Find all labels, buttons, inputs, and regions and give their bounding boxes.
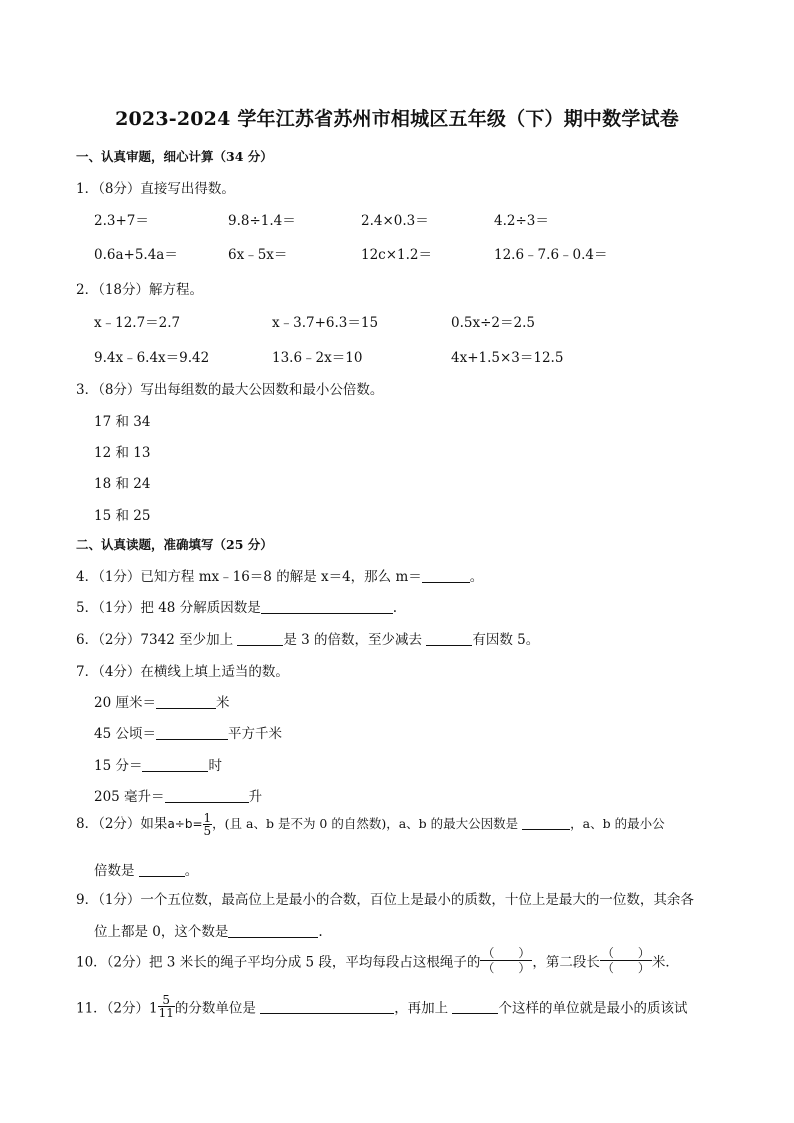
q11-text: 11．（2分）1 bbox=[76, 1000, 158, 1017]
question-4 bbox=[76, 565, 483, 585]
question-10 bbox=[76, 946, 679, 975]
question-2-label: 2．（18分）解方程。 bbox=[76, 282, 204, 298]
question-11 bbox=[76, 994, 687, 1019]
answer-blank[interactable] bbox=[156, 726, 228, 740]
q9-text-line2: 位上都是 0，这个数是 bbox=[94, 924, 229, 940]
q3-number-pair: 17 和 34 bbox=[94, 414, 151, 430]
question-7-label: 7．（4分）在横线上填上适当的数。 bbox=[76, 664, 289, 680]
q8-fraction bbox=[203, 812, 213, 837]
answer-blank[interactable] bbox=[156, 695, 216, 709]
q10-fraction-blank[interactable] bbox=[600, 946, 652, 975]
q8-expression: a÷b= bbox=[167, 817, 203, 831]
q11-mixed-fraction bbox=[158, 994, 175, 1019]
q2-equation: 13.6﹣2x＝10 bbox=[272, 350, 363, 366]
q8-text-line2: 倍数是 bbox=[94, 863, 139, 879]
q10-text-end: 米． bbox=[651, 954, 679, 971]
q2-equation: x﹣3.7+6.3＝15 bbox=[272, 315, 379, 331]
q7-item-unit: 米 bbox=[215, 695, 230, 711]
answer-blank[interactable] bbox=[522, 816, 570, 830]
answer-blank[interactable] bbox=[260, 1000, 394, 1014]
fraction-denominator-blank[interactable]: （ ） bbox=[601, 961, 650, 975]
q3-number-pair: 18 和 24 bbox=[94, 476, 151, 492]
q2-equation: 9.4x﹣6.4x＝9.42 bbox=[94, 350, 210, 366]
q11-text-end: 个这样的单位就是最小的质该试 bbox=[498, 1000, 688, 1017]
q7-item bbox=[94, 754, 222, 774]
question-9: 9．（1分）一个五位数，最高位上是最小的合数，百位上是最小的质数，十位上是最大的一位数，其余各 bbox=[76, 892, 694, 908]
q6-text-end: 有因数 5。 bbox=[472, 632, 540, 648]
q2-equation: 4x+1.5×3＝12.5 bbox=[451, 350, 564, 366]
q3-number-pair: 15 和 25 bbox=[94, 508, 151, 524]
answer-blank[interactable] bbox=[165, 789, 249, 803]
q7-item bbox=[94, 691, 229, 711]
q9-text-end: . bbox=[318, 924, 323, 940]
q7-item bbox=[94, 785, 262, 805]
question-8-line2 bbox=[94, 859, 198, 879]
q6-text-mid: 是 3 的倍数，至少减去 bbox=[283, 632, 427, 648]
q1-expression: 0.6a+5.4a＝ bbox=[94, 247, 178, 263]
fraction-numerator: 1 bbox=[203, 811, 212, 825]
answer-blank[interactable] bbox=[422, 569, 470, 583]
answer-blank[interactable] bbox=[228, 924, 318, 938]
q1-expression: 2.3+7＝ bbox=[94, 213, 149, 229]
section-heading-2: 二、认真读题，准确填写（25 分） bbox=[76, 537, 273, 552]
q5-text: 5．（1分）把 48 分解质因数是 bbox=[76, 600, 261, 616]
q1-expression: 12c×1.2＝ bbox=[361, 247, 433, 263]
q10-fraction-blank[interactable] bbox=[480, 946, 532, 975]
q2-equation: x﹣12.7＝2.7 bbox=[94, 315, 181, 331]
q7-item-unit: 时 bbox=[208, 758, 222, 774]
q7-item-prefix: 20 厘米＝ bbox=[94, 695, 156, 711]
answer-blank[interactable] bbox=[237, 632, 283, 646]
q1-expression: 12.6﹣7.6﹣0.4＝ bbox=[494, 247, 608, 263]
question-6 bbox=[76, 628, 539, 648]
q7-item-prefix: 205 毫升＝ bbox=[94, 789, 165, 805]
q7-item-prefix: 45 公顷＝ bbox=[94, 726, 156, 742]
q4-text: 4．（1分）已知方程 mx﹣16＝8 的解是 x＝4，那么 m＝ bbox=[76, 569, 422, 585]
answer-blank[interactable] bbox=[142, 758, 208, 772]
q1-expression: 6x﹣5x＝ bbox=[228, 247, 288, 263]
fraction-numerator-blank[interactable]: （ ） bbox=[482, 946, 531, 960]
answer-blank[interactable] bbox=[452, 1000, 498, 1014]
q7-item-unit: 平方千米 bbox=[227, 726, 282, 742]
fraction-denominator: 11 bbox=[158, 1006, 174, 1020]
question-9-line2 bbox=[94, 920, 323, 940]
q8-text-end: 。 bbox=[184, 863, 199, 879]
fraction-denominator: 5 bbox=[203, 824, 212, 838]
q2-equation: 0.5x÷2＝2.5 bbox=[451, 315, 535, 331]
q3-number-pair: 12 和 13 bbox=[94, 445, 151, 461]
q6-text: 6．（2分）7342 至少加上 bbox=[76, 632, 238, 648]
q8-text-mid2: ，a、b 的最小公 bbox=[570, 816, 665, 831]
q1-expression: 9.8÷1.4＝ bbox=[228, 213, 296, 229]
section-heading-1: 一、认真审题，细心计算（34 分） bbox=[76, 149, 273, 164]
question-1-label: 1．（8分）直接写出得数。 bbox=[76, 181, 235, 197]
q10-text-mid: ，第二段长 bbox=[532, 954, 600, 971]
q7-item bbox=[94, 722, 282, 742]
page-title: 2023-2024 学年江苏省苏州市相城区五年级（下）期中数学试卷 bbox=[115, 108, 679, 130]
answer-blank[interactable] bbox=[261, 600, 393, 614]
q8-text-mid: ，(且 a、b 是不为 0 的自然数)，a、b 的最大公因数是 bbox=[212, 816, 523, 831]
fraction-denominator-blank[interactable]: （ ） bbox=[482, 961, 531, 975]
q1-expression: 2.4×0.3＝ bbox=[361, 213, 429, 229]
answer-blank[interactable] bbox=[426, 632, 472, 646]
question-5 bbox=[76, 596, 397, 616]
q7-item-prefix: 15 分＝ bbox=[94, 758, 143, 774]
q1-expression: 4.2÷3＝ bbox=[494, 213, 549, 229]
fraction-numerator-blank[interactable]: （ ） bbox=[601, 946, 650, 960]
q11-text-mid2: ，再加上 bbox=[394, 1000, 453, 1017]
q8-text: 8．（2分）如果 bbox=[76, 816, 168, 832]
q11-text-mid: 的分数单位是 bbox=[174, 1000, 261, 1017]
question-3-label: 3．（8分）写出每组数的最大公因数和最小公倍数。 bbox=[76, 382, 384, 398]
q4-text-end: 。 bbox=[469, 569, 484, 585]
question-8 bbox=[76, 812, 665, 837]
q10-text: 10．（2分）把 3 米长的绳子平均分成 5 段，平均每段占这根绳子的 bbox=[76, 954, 481, 971]
q5-text-end: . bbox=[392, 600, 397, 616]
q7-item-unit: 升 bbox=[248, 789, 263, 805]
fraction-numerator: 5 bbox=[158, 994, 175, 1007]
answer-blank[interactable] bbox=[139, 863, 185, 877]
